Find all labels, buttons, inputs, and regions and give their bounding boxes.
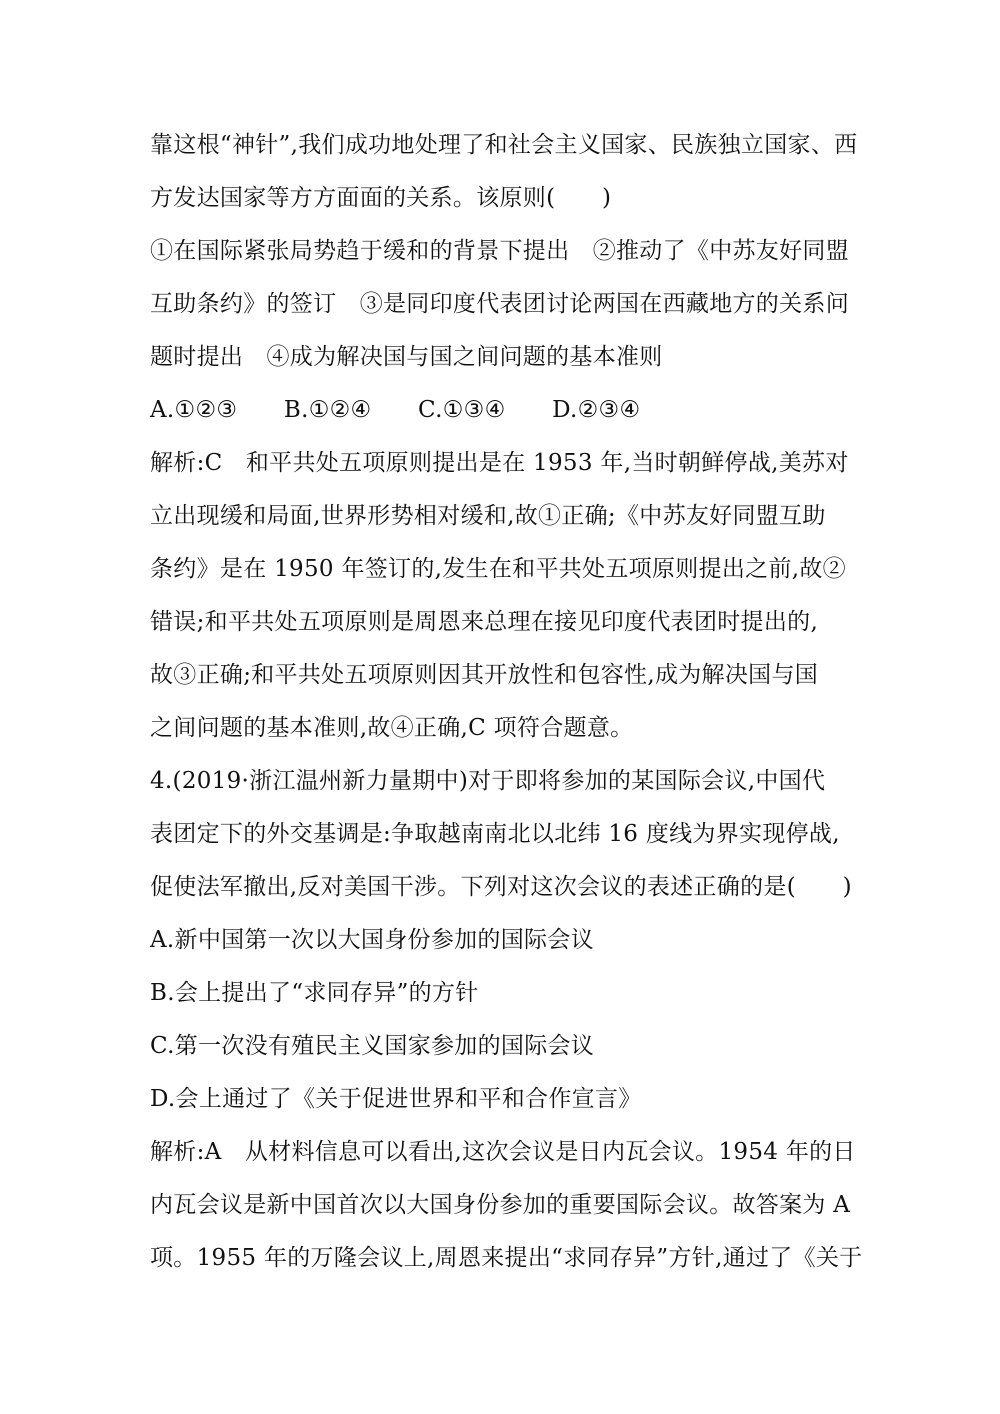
option-c: C.第一次没有殖民主义国家参加的国际会议 xyxy=(150,1033,595,1059)
analysis-line: 错误;和平共处五项原则是周恩来总理在接见印度代表团时提出的, xyxy=(150,609,819,635)
question-4-stem: 4.(2019·浙江温州新力量期中)对于即将参加的某国际会议,中国代 xyxy=(150,768,826,794)
question-options-line: 题时提出 ④成为解决国与国之间问题的基本准则 xyxy=(150,344,663,370)
question-4-stem: 促使法军撤出,反对美国干涉。下列对这次会议的表述正确的是( ) xyxy=(150,874,852,900)
answer-choices-line: A.①②③ B.①②④ C.①③④ D.②③④ xyxy=(150,397,641,423)
analysis-line: 解析:A 从材料信息可以看出,这次会议是日内瓦会议。1954 年的日 xyxy=(150,1139,856,1165)
analysis-line: 故③正确;和平共处五项原则因其开放性和包容性,成为解决国与国 xyxy=(150,662,819,688)
option-d: D.会上通过了《关于促进世界和平和合作宣言》 xyxy=(150,1086,642,1112)
text-line: 方发达国家等方方面面的关系。该原则( ) xyxy=(150,185,612,211)
option-a: A.新中国第一次以大国身份参加的国际会议 xyxy=(150,927,594,953)
analysis-line: 项。1955 年的万隆会议上,周恩来提出“求同存异”方针,通过了《关于 xyxy=(150,1245,863,1271)
question-options-line: 互助条约》的签订 ③是同印度代表团讨论两国在西藏地方的关系问 xyxy=(150,291,849,317)
analysis-line: 解析:C 和平共处五项原则提出是在 1953 年,当时朝鲜停战,美苏对 xyxy=(150,450,849,476)
question-options-line: ①在国际紧张局势趋于缓和的背景下提出 ②推动了《中苏友好同盟 xyxy=(150,238,849,264)
analysis-line: 内瓦会议是新中国首次以大国身份参加的重要国际会议。故答案为 A xyxy=(150,1192,851,1218)
question-4-stem: 表团定下的外交基调是:争取越南南北以北纬 16 度线为界实现停战, xyxy=(150,821,840,847)
text-line: 靠这根“神针”,我们成功地处理了和社会主义国家、民族独立国家、西 xyxy=(150,132,858,158)
analysis-line: 条约》是在 1950 年签订的,发生在和平共处五项原则提出之前,故② xyxy=(150,556,846,582)
analysis-line: 立出现缓和局面,世界形势相对缓和,故①正确;《中苏友好同盟互助 xyxy=(150,503,826,529)
option-b: B.会上提出了“求同存异”的方针 xyxy=(150,980,479,1006)
analysis-line: 之间问题的基本准则,故④正确,C 项符合题意。 xyxy=(150,715,634,741)
